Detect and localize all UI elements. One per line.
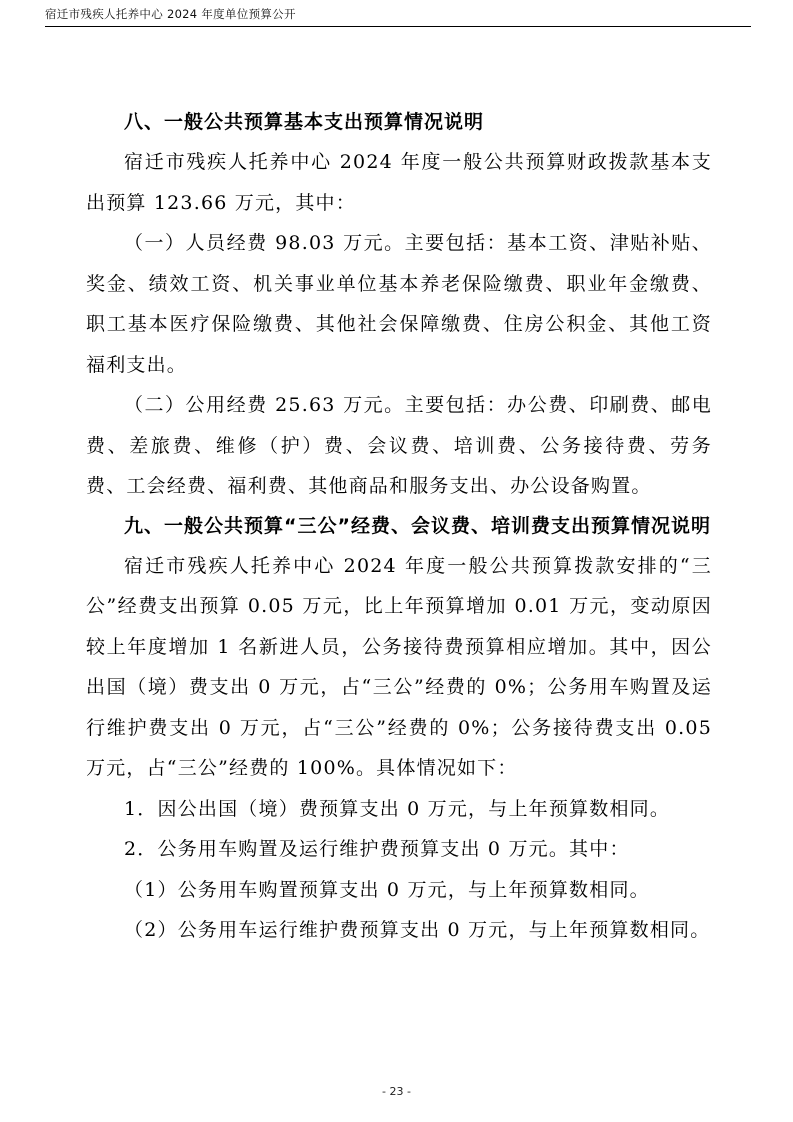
section-9-item-2-2: （2）公务用车运行维护费预算支出 0 万元，与上年预算数相同。 <box>124 919 711 941</box>
document-body <box>86 103 712 951</box>
page-number: - 23 - <box>382 1085 411 1098</box>
section-8-heading: 八、一般公共预算基本支出预算情况说明 <box>124 111 485 133</box>
section-9-heading: 九、一般公共预算“三公”经费、会议费、培训费支出预算情况说明 <box>124 514 711 537</box>
header-rule <box>45 26 751 27</box>
section-9-item-1: 1．因公出国（境）费预算支出 0 万元，与上年预算数相同。 <box>124 797 671 820</box>
section-8-paragraph-intro: 宿迁市残疾人托养中心 2024 年度一般公共预算财政拨款基本支出预算 123.66 万元，其中： <box>86 151 712 214</box>
section-9-paragraph-intro: 宿迁市残疾人托养中心 2024 年度一般公共预算拨款安排的“三公”经费支出预算 0.05 万元，比上年预算增加 0.01 万元，变动原因较上年度增加 1 名新进人员，公务接待费预算相应增加。其中，因公出国（境）费支出 0 万元，占“三公”经费的 0%；公务用车购置及运行维护费支出 0 万元，占“三公”经费的 0%；公务接待费支出 0.05 万元，占“三公”经费的 100%。具体情况如下： <box>86 554 712 779</box>
section-8-paragraph-personnel: （一）人员经费 98.03 万元。主要包括：基本工资、津贴补贴、奖金、绩效工资、机关事业单位基本养老保险缴费、职业年金缴费、职工基本医疗保险缴费、其他社会保障缴费、住房公积金、其他工资福利支出。 <box>86 232 712 376</box>
section-8-paragraph-public: （二）公用经费 25.63 万元。主要包括：办公费、印刷费、邮电费、差旅费、维修（护）费、会议费、培训费、公务接待费、劳务费、工会经费、福利费、其他商品和服务支出、办公设备购置。 <box>86 394 712 497</box>
section-9-item-2: 2．公务用车购置及运行维护费预算支出 0 万元。其中： <box>124 838 630 860</box>
section-9-item-2-1: （1）公务用车购置预算支出 0 万元，与上年预算数相同。 <box>124 878 650 901</box>
running-header-title: 宿迁市残疾人托养中心 2024 年度单位预算公开 <box>45 7 296 21</box>
